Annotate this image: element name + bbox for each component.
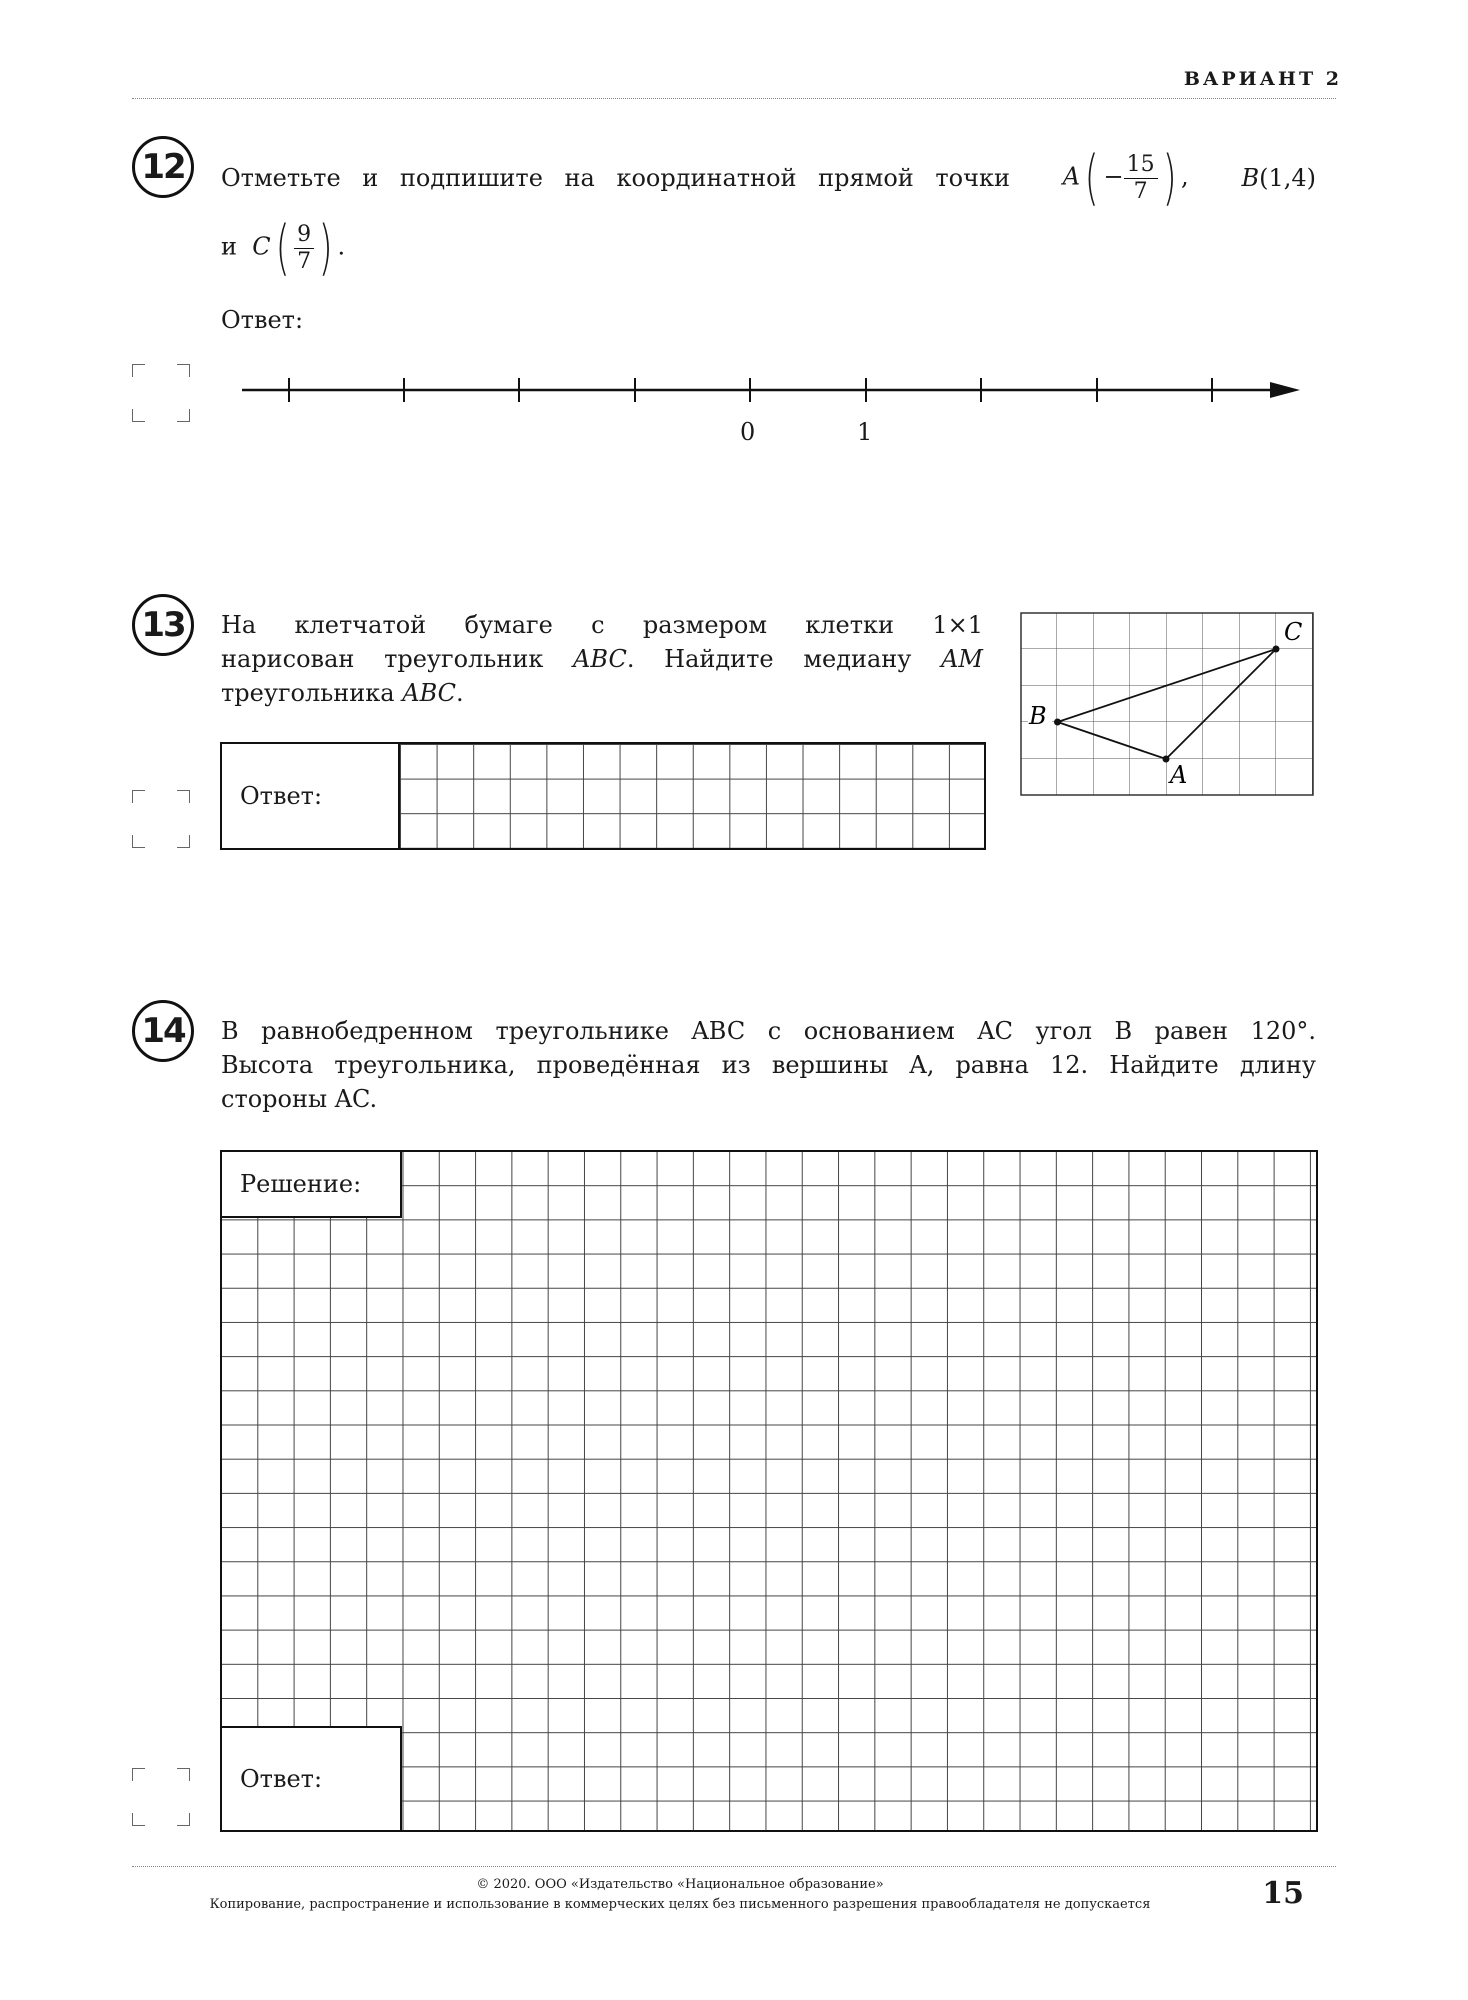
task13-text: На клетчатой бумаге с размером клетки 1×1 нарисован треугольник ABC. Найдите медиану AM треугольника ABC. — [221, 611, 983, 707]
axis-label-zero: 0 — [740, 418, 756, 446]
coordinate-line[interactable] — [230, 370, 1310, 440]
page-number: 15 — [1262, 1876, 1304, 1911]
task14-solution-grid[interactable] — [220, 1150, 1318, 1832]
task12-line2: и C( $\frac{9}{7}$ ) . — [221, 213, 346, 283]
task13-answer-label: Ответ: — [222, 744, 400, 848]
header-divider — [132, 98, 1336, 99]
figure-grid — [1021, 613, 1313, 795]
axis-arrow — [1270, 382, 1300, 398]
answer-corner-marks — [132, 1768, 190, 1826]
task13-triangle-figure — [1020, 612, 1320, 798]
answer-corner-marks — [132, 790, 190, 848]
task12-point-a: A( − $\frac{15}{7}$ ) , — [1062, 143, 1189, 213]
footer-copyright: © 2020. ООО «Издательство «Национальное образование» — [476, 1877, 884, 1892]
variant-label: ВАРИАНТ 2 — [1183, 68, 1342, 90]
task12-answer-label: Ответ: — [221, 306, 304, 334]
task12-line1 — [221, 143, 1316, 213]
task14-text: В равнобедренном треугольнике ABC с основанием AC угол B равен 120°. Высота треугольника, проведённая из вершины A, равна 12. Найдите длину стороны AC. — [221, 1017, 1316, 1113]
vertex-c — [1273, 646, 1280, 653]
task-number-13: 13 — [132, 594, 194, 656]
axis-label-one: 1 — [857, 418, 873, 446]
task13-answer-box[interactable] — [220, 742, 986, 850]
task12-text: Отметьте и подпишите на координатной прямой точки — [221, 164, 1010, 192]
task-number-14: 14 — [132, 1000, 194, 1062]
task14-answer-label: Ответ: — [222, 1726, 402, 1830]
task-number-12: 12 — [132, 136, 194, 198]
vertex-a — [1163, 756, 1170, 763]
footer-divider — [132, 1866, 1336, 1867]
answer-corner-marks — [132, 364, 190, 422]
footer-notice: Копирование, распространение и использование в коммерческих целях без письменного разрешения правообладателя не допускается — [209, 1897, 1151, 1912]
label-a: A — [1170, 761, 1188, 789]
label-c: C — [1284, 618, 1303, 646]
task13-answer-grid[interactable] — [400, 744, 984, 848]
task12-point-b: B(1,4) — [1241, 164, 1316, 192]
vertex-b — [1054, 719, 1061, 726]
label-b: B — [1029, 702, 1047, 730]
task14-solution-label: Решение: — [222, 1152, 402, 1218]
